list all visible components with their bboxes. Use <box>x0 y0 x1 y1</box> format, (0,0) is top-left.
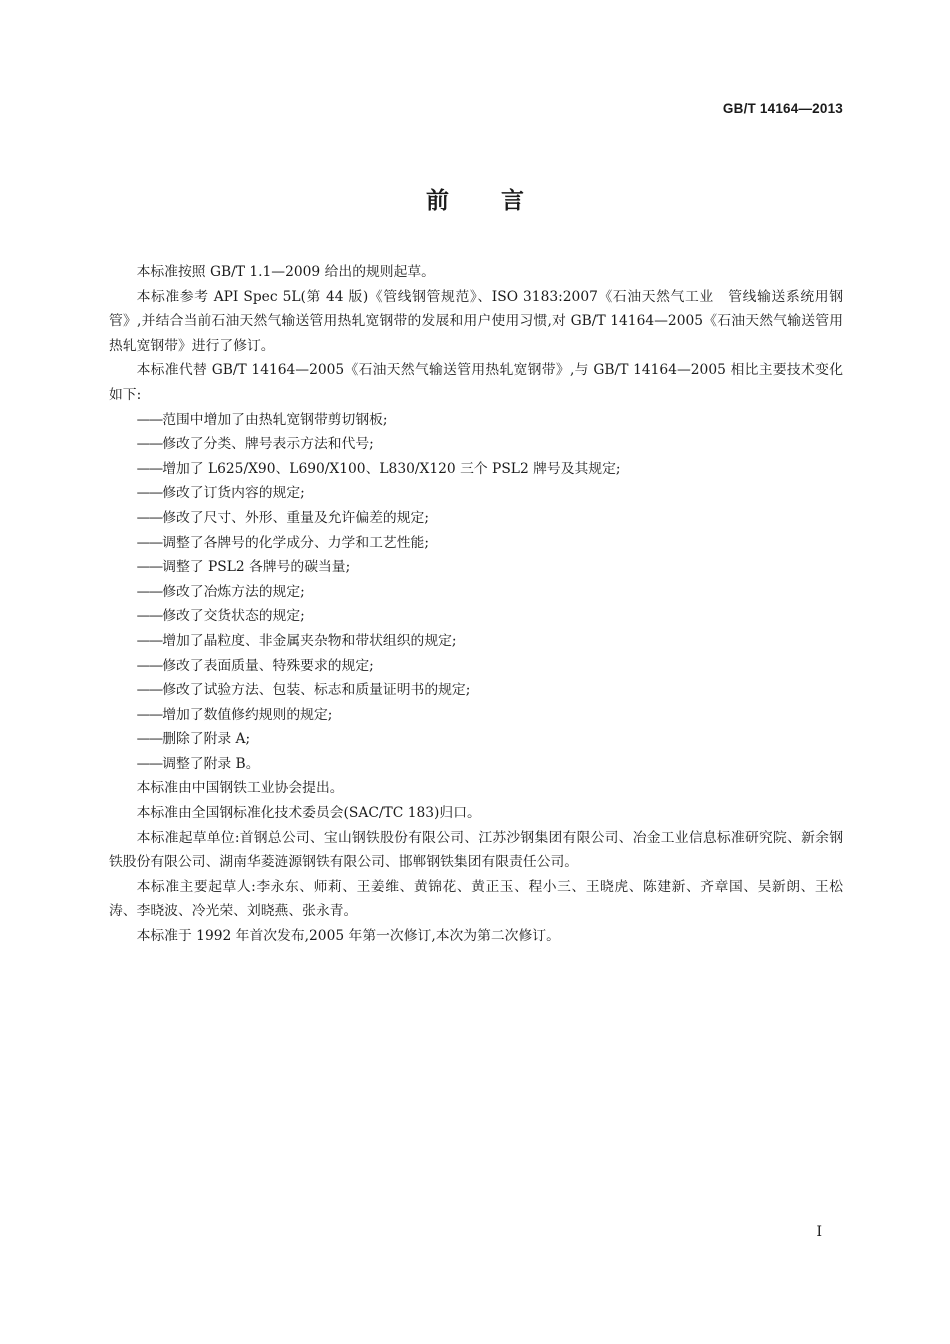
list-item: —— 增加了 L625/X90、L690/X100、L830/X120 三个 PSL2 牌号及其规定; <box>109 457 843 482</box>
page-number: I <box>816 1224 822 1240</box>
paragraph-drafters: 本标准主要起草人:李永东、师莉、王姜维、黄锦花、黄正玉、程小三、王晓虎、陈建新、齐章国、吴新朗、王松涛、李晓波、冷光荣、刘晓燕、张永青。 <box>109 878 843 920</box>
list-item: —— 调整了各牌号的化学成分、力学和工艺性能; <box>109 531 843 556</box>
list-item: —— 增加了晶粒度、非金属夹杂物和带状组织的规定; <box>109 629 843 654</box>
page-title: 前言 <box>426 188 576 214</box>
paragraph-replaces: 本标准代替 GB/T 14164—2005《石油天然气输送管用热轧宽钢带》,与 GB/T 14164—2005 相比主要技术变化如下: <box>109 362 843 403</box>
changes-list <box>109 408 843 777</box>
paragraph-history: 本标准于 1992 年首次发布,2005 年第一次修订,本次为第二次修订。 <box>136 928 560 945</box>
list-item: —— 修改了试验方法、包装、标志和质量证明书的规定; <box>109 678 843 703</box>
paragraph-proposed-by: 本标准由中国钢铁工业协会提出。 <box>136 780 344 797</box>
list-item: —— 修改了尺寸、外形、重量及允许偏差的规定; <box>109 506 843 531</box>
paragraph-drafting-units: 本标准起草单位:首钢总公司、宝山钢铁股份有限公司、江苏沙钢集团有限公司、冶金工业信息标准研究院、新余钢铁股份有限公司、湖南华菱涟源钢铁有限公司、邯郸钢铁集团有限责任公司。 <box>109 829 843 871</box>
paragraph-administered-by: 本标准由全国钢标准化技术委员会(SAC/TC 183)归口。 <box>136 805 481 822</box>
list-item: —— 范围中增加了由热轧宽钢带剪切钢板; <box>109 408 843 433</box>
list-item: —— 删除了附录 A; <box>109 727 843 752</box>
list-item: —— 修改了交货状态的规定; <box>109 604 843 629</box>
list-item: —— 调整了 PSL2 各牌号的碳当量; <box>109 555 843 580</box>
paragraph-drafting-rules: 本标准按照 GB/T 1.1—2009 给出的规则起草。 <box>136 264 435 280</box>
paragraph-references: 本标准参考 API Spec 5L(第 44 版)《管线钢管规范》、ISO 3183:2007《石油天然气工业 管线输送系统用钢管》,并结合当前石油天然气输送管用热轧宽钢带的发展和用户使用习惯,对 GB/T 14164—2005《石油天然气输送管用热轧宽钢带》进行了修订。 <box>109 288 843 354</box>
list-item: —— 修改了表面质量、特殊要求的规定; <box>109 654 843 679</box>
list-item: —— 修改了分类、牌号表示方法和代号; <box>109 432 843 457</box>
list-item: —— 增加了数值修约规则的规定; <box>109 703 843 728</box>
standard-code: GB/T 14164—2013 <box>722 101 843 116</box>
list-item: —— 修改了冶炼方法的规定; <box>109 580 843 605</box>
foreword-body <box>109 260 843 949</box>
list-item: —— 修改了订货内容的规定; <box>109 481 843 506</box>
list-item: —— 调整了附录 B。 <box>109 752 843 777</box>
